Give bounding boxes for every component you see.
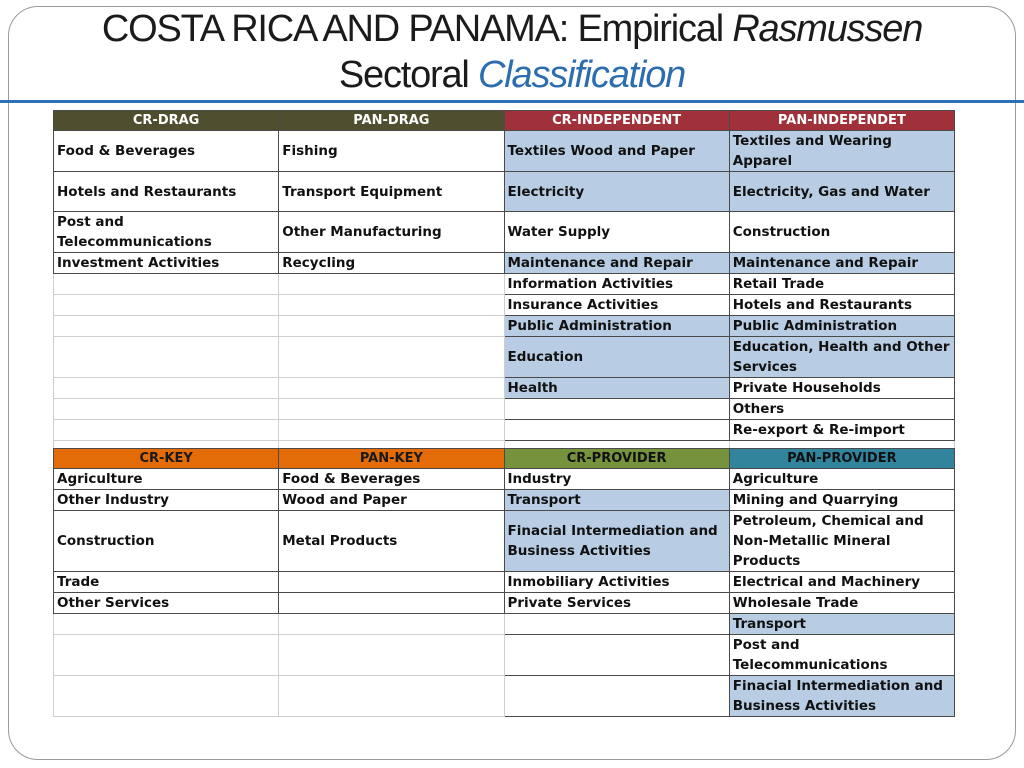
header-pan-drag: PAN-DRAG [279, 111, 504, 131]
drag-independent-table [53, 110, 955, 460]
header-cr-independent: CR-INDEPENDENT [504, 111, 729, 131]
table-cell [279, 316, 504, 337]
table-cell [279, 420, 504, 441]
table-cell: Education [504, 337, 729, 378]
title-line-2 [0, 52, 1024, 98]
table-cell: Water Supply [504, 212, 729, 253]
table-cell: Textiles and Wearing Apparel [729, 131, 954, 172]
table-cell: Petroleum, Chemical and Non-Metallic Mineral Products [729, 511, 954, 572]
table-cell: Hotels and Restaurants [729, 295, 954, 316]
table-cell: Transport [504, 490, 729, 511]
table-row [54, 131, 955, 172]
table-cell [279, 572, 504, 593]
table2-header-row [54, 449, 955, 469]
table-cell [54, 399, 279, 420]
table-row [54, 593, 955, 614]
table-cell [279, 614, 504, 635]
table-row [54, 274, 955, 295]
header-cr-provider: CR-PROVIDER [504, 449, 729, 469]
table-row [54, 469, 955, 490]
table-row [54, 511, 955, 572]
table-cell: Wood and Paper [279, 490, 504, 511]
header-pan-provider: PAN-PROVIDER [729, 449, 954, 469]
table-cell: Recycling [279, 253, 504, 274]
table-cell: Fishing [279, 131, 504, 172]
table-cell: Metal Products [279, 511, 504, 572]
table-cell: Health [504, 378, 729, 399]
table-cell: Information Activities [504, 274, 729, 295]
table-cell [279, 399, 504, 420]
table-row [54, 172, 955, 212]
title-line-1 [0, 6, 1024, 52]
table-cell: Others [729, 399, 954, 420]
table-cell: Re-export & Re-import [729, 420, 954, 441]
table-cell [54, 378, 279, 399]
table-cell: Agriculture [54, 469, 279, 490]
table-cell [504, 676, 729, 717]
title-divider [0, 100, 1024, 103]
table-cell: Insurance Activities [504, 295, 729, 316]
table-cell: Textiles Wood and Paper [504, 131, 729, 172]
table-row [54, 253, 955, 274]
table-cell: Industry [504, 469, 729, 490]
title-part-4: Classification [478, 54, 686, 96]
table-cell [279, 337, 504, 378]
header-cr-key: CR-KEY [54, 449, 279, 469]
table-cell [504, 635, 729, 676]
table-row [54, 490, 955, 511]
table-cell: Food & Beverages [54, 131, 279, 172]
title-part-3: Sectoral [338, 54, 479, 96]
table-cell: Public Administration [504, 316, 729, 337]
table-cell: Construction [729, 212, 954, 253]
table-row [54, 676, 955, 717]
table-cell: Electrical and Machinery [729, 572, 954, 593]
title-part-1: COSTA RICA AND PANAMA: Empirical [101, 8, 733, 50]
table-cell: Post and Telecommunications [54, 212, 279, 253]
table-cell [279, 378, 504, 399]
table-cell: Transport Equipment [279, 172, 504, 212]
table-row [54, 337, 955, 378]
table-cell [279, 274, 504, 295]
table-cell: Maintenance and Repair [729, 253, 954, 274]
table-cell [279, 635, 504, 676]
table-cell [54, 295, 279, 316]
table1-header-row [54, 111, 955, 131]
table-row [54, 635, 955, 676]
table-row [54, 212, 955, 253]
table-cell: Trade [54, 572, 279, 593]
table-row [54, 295, 955, 316]
table-cell [54, 614, 279, 635]
key-provider-table [53, 448, 955, 717]
table-cell [54, 316, 279, 337]
table-cell [54, 420, 279, 441]
table-cell: Finacial Intermediation and Business Activities [504, 511, 729, 572]
table-row [54, 572, 955, 593]
table-cell [279, 295, 504, 316]
table-row [54, 420, 955, 441]
table-cell [504, 420, 729, 441]
table-cell [54, 337, 279, 378]
table-cell [504, 399, 729, 420]
table-cell: Finacial Intermediation and Business Activities [729, 676, 954, 717]
table-cell [504, 614, 729, 635]
table-cell: Investment Activities [54, 253, 279, 274]
table-cell: Hotels and Restaurants [54, 172, 279, 212]
table-cell: Public Administration [729, 316, 954, 337]
table-cell: Other Manufacturing [279, 212, 504, 253]
table-cell: Other Industry [54, 490, 279, 511]
table-row [54, 614, 955, 635]
table-row [54, 378, 955, 399]
table-row [54, 399, 955, 420]
table-cell: Private Services [504, 593, 729, 614]
table-cell: Inmobiliary Activities [504, 572, 729, 593]
table-cell: Agriculture [729, 469, 954, 490]
table-cell: Electricity [504, 172, 729, 212]
table-cell: Retail Trade [729, 274, 954, 295]
table-cell [54, 635, 279, 676]
table-cell [54, 676, 279, 717]
title-part-2: Rasmussen [732, 8, 923, 50]
table-cell: Wholesale Trade [729, 593, 954, 614]
table-cell: Mining and Quarrying [729, 490, 954, 511]
table-cell: Education, Health and Other Services [729, 337, 954, 378]
table-cell [279, 676, 504, 717]
table-cell: Maintenance and Repair [504, 253, 729, 274]
table-cell: Construction [54, 511, 279, 572]
table-cell: Other Services [54, 593, 279, 614]
table-cell [54, 274, 279, 295]
table-cell: Private Households [729, 378, 954, 399]
header-cr-drag: CR-DRAG [54, 111, 279, 131]
table-cell: Electricity, Gas and Water [729, 172, 954, 212]
table-row [54, 316, 955, 337]
slide-title [0, 6, 1024, 98]
table-cell [279, 593, 504, 614]
header-pan-independent: PAN-INDEPENDET [729, 111, 954, 131]
table-cell: Food & Beverages [279, 469, 504, 490]
table-cell: Transport [729, 614, 954, 635]
header-pan-key: PAN-KEY [279, 449, 504, 469]
table-cell: Post and Telecommunications [729, 635, 954, 676]
